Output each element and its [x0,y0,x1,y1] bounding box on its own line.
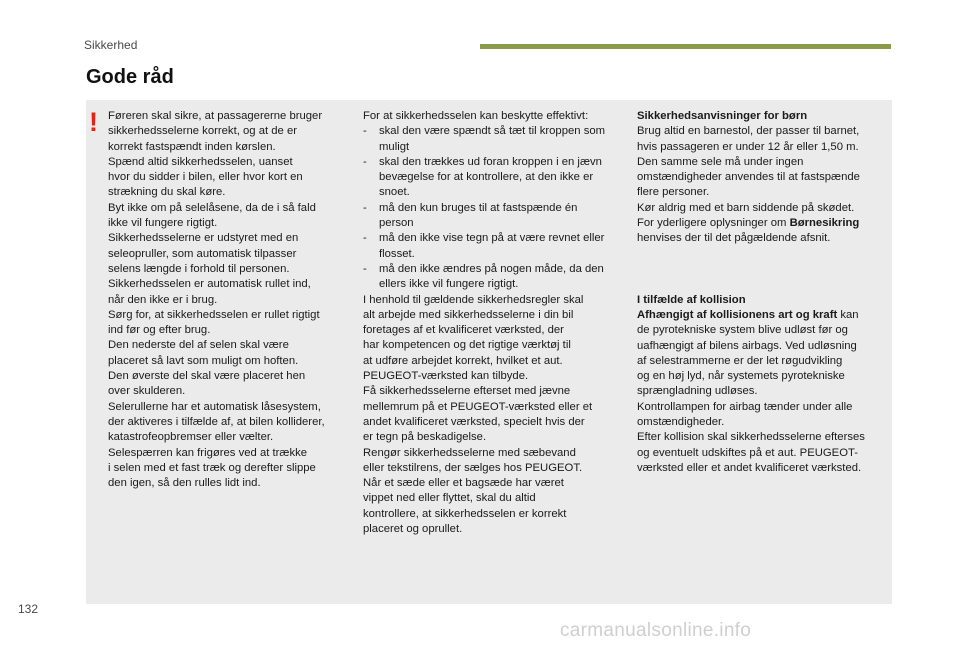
text-line: over skulderen. [108,385,186,398]
bullet-item: - skal den være spændt så tæt til kroppen som muligt [363,124,613,155]
text-line: kontrollere, at sikkerhedsselen er korrekt [363,507,567,520]
column-children-and-collision [637,109,887,476]
bullet-item: - skal den trækkes ud foran kroppen i en jævn bevægelse for at kontrollere, at den ikke er snoet. [363,155,613,201]
text-line: placeret så lavt som muligt om hoften. [108,354,299,367]
text-line: Brug altid en barnestol, der passer til barnet, [637,125,860,138]
text-line: sikkerhedsselerne korrekt, og at de er [108,125,298,138]
text-line: Få sikkerhedsselerne efterset med jævne [363,385,571,398]
text-line: strækning du skal køre. [108,186,226,199]
text-line: Spænd altid sikkerhedsselen, uanset [108,155,293,168]
text-line: andet kvalificeret værksted, specielt hvis der [363,415,585,428]
collision-lead-bold: Afhængigt af kollisionens art og kraft [637,308,838,321]
text-line: selens længde i forhold til personen. [108,262,290,275]
text-line: Den samme sele må under ingen [637,155,804,168]
text-line: placeret og oprullet. [363,523,463,536]
text-line: Efter kollision skal sikkerhedsselerne efterses [637,431,865,444]
child-safety-reference [637,216,887,231]
text-line: at udføre arbejdet korrekt, hvilket et aut. [363,354,563,367]
text-line: katastrofeopbremser eller vælter. [108,431,274,444]
text-line: mellemrum på et PEUGEOT-værksted eller et [363,400,593,413]
text-line: den igen, så den rulles lidt ind. [108,477,261,490]
collision-lead-rest: kan [837,308,859,321]
child-safety-link-term: Børnesikring [789,217,860,230]
text-line: af selestrammerne er der let røgudvikling [637,354,843,367]
collision-lead-line [637,308,887,323]
column-driver-responsibility [108,109,344,491]
spacer [637,247,887,293]
column-belt-effectiveness [363,109,613,537]
text-line: Rengør sikkerhedsselerne med sæbevand [363,446,576,459]
text-line: de pyrotekniske system blive udløst før og [637,324,848,337]
text-line: Sikkerhedsselen er automatisk rullet ind, [108,278,311,291]
section-label: Sikkerhed [84,38,138,52]
text-line: og en høj lyd, når systemets pyrotekniske [637,370,845,383]
text-line: korrekt fastspændt inden kørslen. [108,140,276,153]
text-line: værksted eller et andet kvalificeret værksted. [637,461,862,474]
text-line: hvis passageren er under 12 år eller 1,50 m. [637,140,859,153]
text-line: Føreren skal sikre, at passagererne bruger [108,110,323,122]
text-line: og eventuelt udskiftes på et aut. PEUGEOT- [637,446,859,459]
text-line: omstændigheder anvendes til at fastspænde [637,171,860,184]
page-number: 132 [18,602,39,616]
watermark: carmanualsonline.info [560,620,752,641]
text-line: Den nederste del af selen skal være [108,339,289,352]
text-line: eller tekstilrens, der sælges hos PEUGEOT. [363,461,583,474]
intro-text: For at sikkerhedsselen kan beskytte effektivt: [363,110,589,122]
text-line: seleopruller, som automatisk tilpasser [108,247,297,260]
collision-heading: I tilfælde af kollision [637,293,746,306]
text-line: sprængladning udløses. [637,385,758,398]
text-line: henvises der til det pågældende afsnit. [637,232,831,245]
bullet-item: - må den ikke ændres på nogen måde, da den ellers ikke vil fungere rigtigt. [363,262,613,293]
text-line: I henhold til gældende sikkerhedsregler skal [363,293,584,306]
text-line: Når et sæde eller et bagsæde har været [363,477,564,490]
text-line: Selespærren kan frigøres ved at trække [108,446,308,459]
text-line: uafhængigt af bilens airbags. Ved udløsning [637,339,857,352]
reference-text: For yderligere oplysninger om [637,217,790,230]
page-title: Gode råd [86,66,174,88]
text-line: har kompetencen og det rigtige værktøj til [363,339,571,352]
exclamation-warning-icon: ! [89,107,98,137]
text-line: ikke vil fungere rigtigt. [108,217,218,230]
text-line: ind før og efter brug. [108,324,211,337]
text-line: Sørg for, at sikkerhedsselen er rullet rigtigt [108,308,320,321]
text-line: omstændigheder. [637,416,725,429]
text-line: Kontrollampen for airbag tænder under alle [637,400,853,413]
text-line: flere personer. [637,186,710,199]
text-line: PEUGEOT-værksted kan tilbyde. [363,370,529,383]
text-line: er tegn på beskadigelse. [363,431,487,444]
text-line: i selen med et fast træk og derefter slippe [108,461,316,474]
children-safety-heading: Sikkerhedsanvisninger for børn [637,110,808,122]
text-line: Selerullerne har et automatisk låsesystem, [108,400,321,413]
text-line: foretages af et kvalificeret værksted, der [363,324,564,337]
text-line: Byt ikke om på selelåsene, da de i så fald [108,201,316,214]
text-line: Sikkerhedsselerne er udstyret med en [108,232,299,245]
text-line: der aktiveres i tilfælde af, at bilen kolliderer, [108,415,325,428]
text-line: vippet ned eller flyttet, skal du altid [363,492,536,505]
bullet-item: - må den ikke vise tegn på at være revnet eller flosset. [363,231,613,262]
text-line: når den ikke er i brug. [108,293,218,306]
bullet-item: - må den kun bruges til at fastspænde én person [363,201,613,232]
text-line: alt arbejde med sikkerhedsselerne i din bil [363,308,574,321]
text-line: Den øverste del skal være placeret hen [108,370,306,383]
section-accent-bar [480,44,891,49]
text-line: hvor du sidder i bilen, eller hvor kort en [108,171,303,184]
text-line: Kør aldrig med et barn siddende på skødet. [637,201,855,214]
